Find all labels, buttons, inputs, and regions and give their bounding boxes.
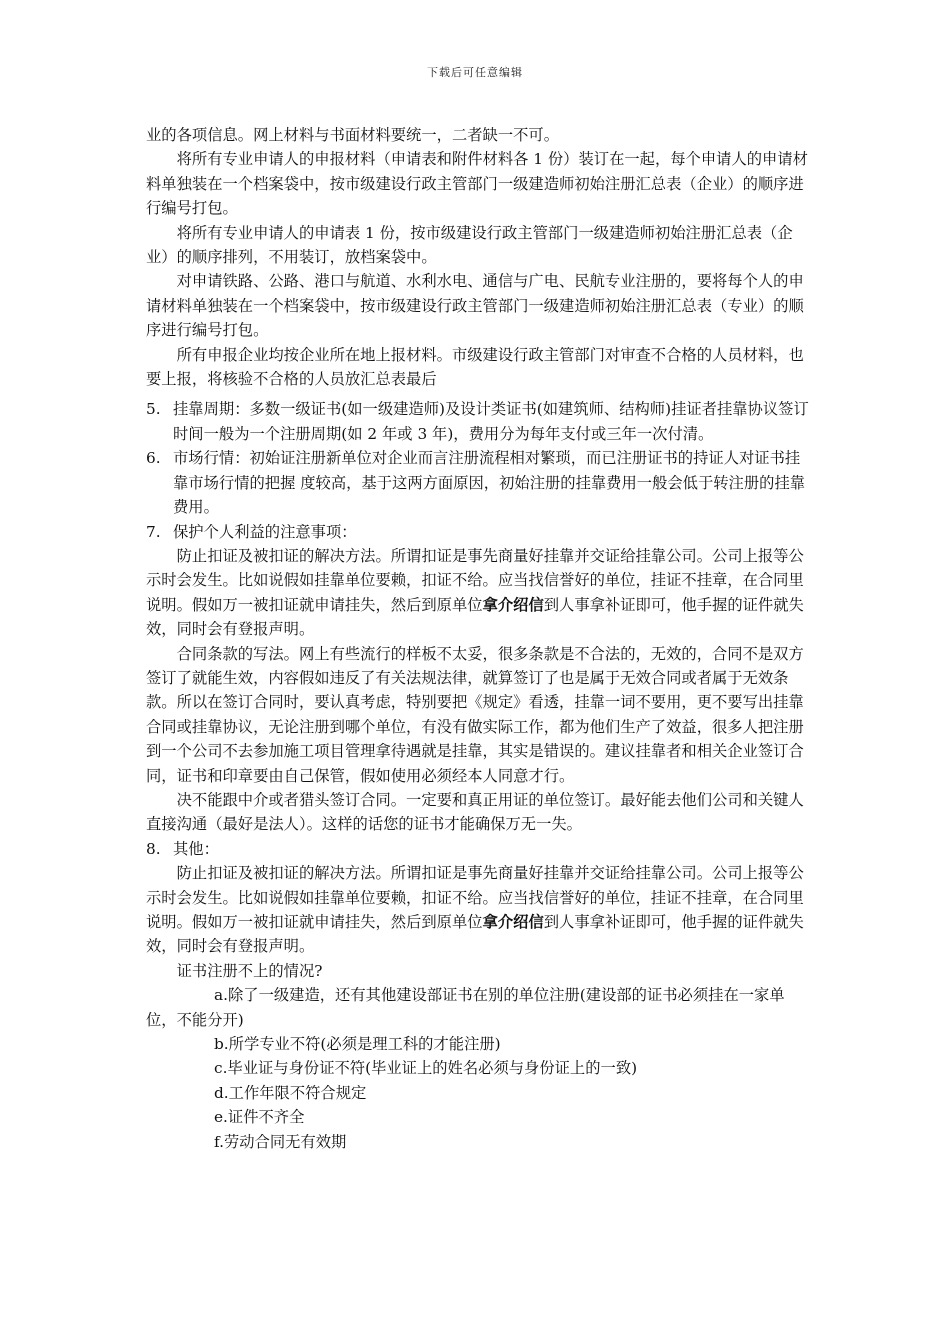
paragraph: 决不能跟中介或者猎头签订合同。一定要和真正用证的单位签订。最好能去他们公司和关键人直接沟通（最好是法人）。这样的话您的证书才能确保万无一失。 — [146, 790, 804, 834]
question-line: 证书注册不上的情况? — [176, 961, 323, 980]
item-number: 5. — [146, 400, 161, 419]
text-run: 到人事拿补证即可，他手握的证件就失效，同时会有登报声明。 — [146, 913, 804, 956]
text-run: 到人事拿补证即可，他手握的证件就失效，同时会有登报声明。 — [146, 595, 804, 639]
sub-list-item: d.工作年限不符合规定 — [214, 1083, 367, 1102]
item-text: 其他： — [173, 839, 219, 858]
sub-list-item: c.毕业证与身份证不符(毕业证上的姓名必须与身份证上的一致) — [214, 1059, 638, 1078]
paragraph: 将所有专业申请人的申报材料（申请表和附件材料各 1 份）装订在一起，每个申请人的申请材料单独装在一个档案袋中，按市级建设行政主管部门一级建造师初始注册汇总表（企业）的顺序进行编号打包。 — [146, 150, 808, 218]
paragraph — [146, 544, 810, 642]
item-text: 市场行情：初始证注册新单位对企业而言注册流程相对繁琐，而已注册证书的持证人对证书挂靠市场行情的把握 度较高，基于这两方面原因，初始注册的挂靠费用一般会低于转注册的挂靠费用。 — [173, 449, 806, 517]
list-item-8 — [146, 837, 810, 861]
sub-list-item: b.所学专业不符(必须是理工科的才能注册) — [214, 1035, 501, 1054]
item-number: 8. — [146, 839, 161, 858]
item-number: 6. — [146, 449, 161, 468]
paragraph: 所有申报企业均按企业所在地上报材料。市级建设行政主管部门对审查不合格的人员材料，也要上报，将核验不合格的人员放汇总表最后 — [146, 345, 804, 389]
bold-text: 拿介绍信 — [482, 913, 544, 931]
text-run: 防止扣证及被扣证的解决方法。所谓扣证是事先商量好挂靠并交证给挂靠公司。公司上报等公示时会发生。比如说假如挂靠单位要赖，扣证不给。应当找信誉好的单位，挂证不挂章，在合同里说明。假如万一被扣证就申请挂失，然后到原单位 — [146, 864, 804, 931]
sub-list-item: a.除了一级建造，还有其他建设部证书在别的单位注册(建设部的证书必须挂在一家单位，不能分开) — [146, 986, 785, 1029]
paragraph — [146, 861, 810, 959]
paragraph: 合同条款的写法。网上有些流行的样板不太妥，很多条款是不合法的，无效的，合同不是双方签订了就能生效，内容假如违反了有关法规法律，就算签订了也是属于无效合同或者属于无效条款。所以在签订合同时，要认真考虑，特别要把《规定》看透，挂靠一词不要用，更不要写出挂靠合同或挂靠协议，无论注册到哪个单位，有没有做实际工作，都为他们生产了效益，很多人把注册到一个公司不去参加施工项目管理拿待遇就是挂靠，其实是错误的。建议挂靠者和相关企业签订合同，证书和印章要由自己保管，假如使用必须经本人同意才行。 — [146, 644, 804, 785]
text-run: 防止扣证及被扣证的解决方法。所谓扣证是事先商量好挂靠并交证给挂靠公司。公司上报等公示时会发生。比如说假如挂靠单位要赖，扣证不给。应当找信誉好的单位，挂证不挂章，在合同里说明。假如万一被扣证就申请挂失，然后到原单位 — [146, 546, 804, 614]
sub-list-item: e.证件不齐全 — [214, 1108, 305, 1127]
item-text: 保护个人利益的注意事项： — [173, 522, 357, 541]
sub-list-item: f.劳动合同无有效期 — [214, 1132, 347, 1151]
item-text: 挂靠周期：多数一级证书(如一级建造师)及设计类证书(如建筑师、结构师)挂证者挂靠协议签订时间一般为一个注册周期(如 2 年或 3 年)，费用分为每年支付或三年一次付清。 — [173, 400, 809, 443]
paragraph: 将所有专业申请人的申请表 1 份，按市级建设行政主管部门一级建造师初始注册汇总表（企业）的顺序排列，不用装订，放档案袋中。 — [146, 223, 793, 267]
list-item-6 — [146, 446, 810, 519]
page-header: 下载后可任意编辑 — [427, 66, 523, 79]
paragraph: 对申请铁路、公路、港口与航道、水利水电、通信与广电、民航专业注册的，要将每个人的申请材料单独装在一个档案袋中，按市级建设行政主管部门一级建造师初始注册汇总表（专业）的顺序进行编号打包。 — [146, 272, 804, 340]
item-number: 7. — [146, 522, 161, 541]
paragraph: 业的各项信息。网上材料与书面材料要统一，二者缺一不可。 — [146, 126, 560, 144]
document-body — [146, 123, 810, 1154]
bold-text: 拿介绍信 — [482, 595, 544, 614]
list-item-5 — [146, 397, 810, 446]
list-item-7 — [146, 520, 810, 544]
